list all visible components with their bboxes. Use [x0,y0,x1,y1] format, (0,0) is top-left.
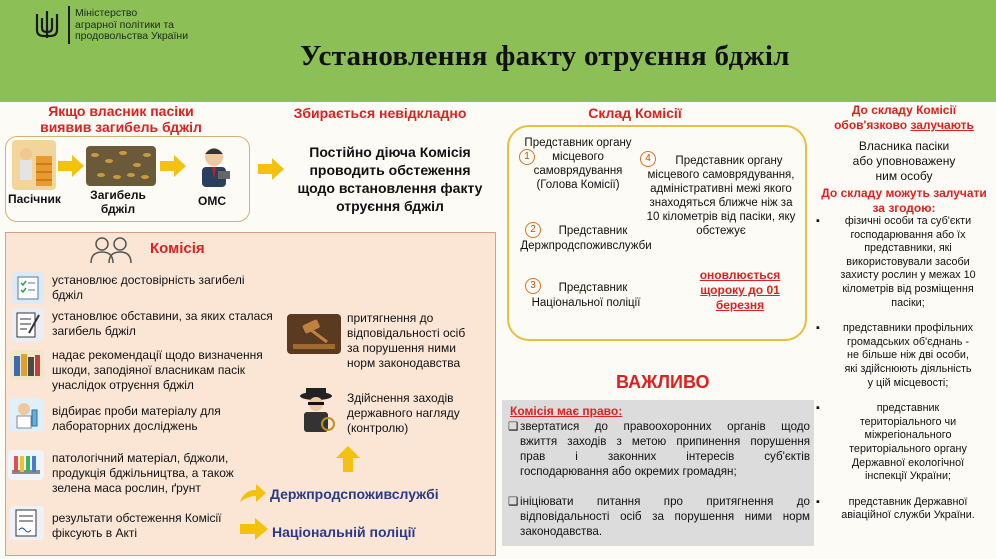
member-text-line: самоврядування [533,165,623,177]
optional-heading [815,186,993,216]
member-text-line: знаходяться ближче ніж за [649,197,793,209]
line: (контролю) [347,421,409,435]
right-item-2 [508,494,810,539]
line: вжиття заходів з метою припинення порушення [520,435,810,448]
line: громадських об'єднань - [846,335,970,348]
member-1 [518,136,638,192]
test-tubes-icon [8,450,44,480]
line: фіксують в Акті [52,526,138,540]
function-item-4 [52,404,221,434]
line: відповідальності осіб [347,326,466,340]
arrow-right-icon [240,482,266,504]
line: представник [876,402,940,415]
line: авіаційної служби України. [841,509,975,522]
step-label-beekeeper: Пасічник [8,192,61,206]
trident-logo-icon [30,8,64,42]
ministry-line: аграрної політики та [75,18,174,31]
line: Здійснення заходів [347,391,454,405]
line: господарювання або окремих громадян; [520,465,737,478]
arrow-right-icon [258,158,284,180]
member-text-line: місцевого самоврядування, [647,169,795,181]
line: фізичні особи та суб'єкти [844,215,972,227]
member-4 [636,154,806,238]
member-text-line: Представник органу [675,155,783,167]
people-icon [88,236,134,264]
member-text-line: 10 кілометрів від пасіки, яку [646,211,796,223]
line: за порушення ними [347,341,456,355]
update-note-line: березня [715,298,765,312]
checkbox-bullet: ❑ [508,495,519,508]
optional-item-text [828,402,988,484]
line [508,419,810,434]
update-note-line: щороку до 01 [700,283,780,297]
mandatory-text [815,139,993,184]
line: загибель бджіл [52,324,136,338]
step-label-line: бджіл [100,202,136,216]
member-number-badge: 4 [640,151,656,167]
line: установлює обставини, за яких сталася [52,309,273,323]
line: відбирає проби матеріалу для [52,404,221,418]
arrow-right-icon [240,518,268,540]
line: які здійснюють діяльність [844,362,972,375]
optional-list [812,215,994,523]
line: інспекції України; [864,470,952,483]
signed-document-icon [10,506,44,540]
ministry-name [75,8,215,43]
col2-text-line: щодо встановлення факту [297,180,483,196]
update-note-line: оновлюється [699,268,781,282]
line: представники, які [864,242,952,255]
member-2 [512,224,660,254]
member-number-badge: 1 [519,149,535,165]
supervision-text [347,391,460,436]
line-text: ініціювати питання про притягнення до [520,495,810,508]
line: у цій місцевості; [867,376,949,389]
checklist-icon [12,272,44,304]
col1-heading [36,103,206,135]
right-item-1 [508,419,810,479]
line: бджіл [52,288,84,302]
arrow-right-icon [160,155,186,177]
line: результати обстеження Комісії [52,511,222,525]
function-item-6 [52,511,222,541]
member-number-badge: 3 [525,278,541,294]
bullet: ▪ [816,215,820,227]
line: Державної екологічної [851,456,965,469]
col1-heading-line: Якщо власник пасіки [48,103,194,119]
member-text-line: Представник [558,282,628,294]
mandatory-text-line: ним особу [875,169,933,183]
step-label-death [88,188,148,216]
function-item-3 [52,348,263,393]
optional-item-text [828,215,988,310]
official-icon [192,143,236,189]
line: не більше ніж дві особи, [847,349,969,362]
member-number-badge: 2 [525,222,541,238]
line: господарювання або їх [850,228,966,241]
col2-heading: Збирається невідкладно [293,105,467,121]
line: кілометрів від розміщення [842,282,974,295]
member-text-line: Представник [558,225,628,237]
line: унаслідок отруєння бджіл [52,378,194,392]
line: законодавства. [520,525,603,538]
member-text-line: Представник органу [524,137,632,149]
function-item-5 [52,451,234,496]
bullet: ▪ [816,495,820,508]
mandatory-text-line: Власника пасіки [858,139,950,153]
rights-heading: Комісія має право: [510,404,623,418]
col2-text-line: Постійно діюча Комісія [309,144,471,160]
member-text-line: місцевого [552,151,604,163]
optional-item-text [828,322,988,390]
line: установлює достовірність загибелі [52,273,245,287]
col2-text-line: проводить обстеження [309,162,471,178]
mandatory-heading-line: До складу Комісії [851,103,957,117]
arrow-right-icon [58,155,84,177]
header-divider [68,6,70,44]
line: представники профільних [842,322,974,335]
mandatory-text-line: або уповноважену [852,154,956,168]
optional-item-text [828,496,988,523]
beekeeper-icon [12,140,56,190]
destination-foodsafety: Держпродспоживслужбі [270,486,439,502]
ministry-line: продовольства України [75,30,189,42]
ministry-line: Міністерство [75,7,138,19]
line: міжрегіонального [864,429,952,442]
function-item-2 [52,309,273,339]
mandatory-heading-part: обов'язково [834,118,911,132]
line: продукція бджільництва, а також [52,466,234,480]
col1-heading-line: виявив загибель бджіл [40,119,202,135]
member-text-line: обстежує [696,225,746,237]
page-title: Установлення факту отруєння бджіл [300,40,790,72]
commission-heading: Склад Комісії [588,105,682,121]
update-note [690,268,790,313]
line: лабораторних досліджень [52,419,198,433]
responsibility-text [347,311,465,371]
line: зелена маса рослин, ґрунт [52,481,201,495]
inspector-icon [294,386,338,434]
mandatory-heading-part: залучають [910,118,974,132]
line: представник Державної [848,495,968,508]
member-text-line: (Голова Комісії) [536,179,620,191]
function-item-1 [52,273,245,303]
commission-functions-heading: Комісія [150,240,205,257]
line: норм законодавства [347,356,461,370]
line: відповідальності осіб за порушення ними норм [520,510,810,523]
destination-police: Національній поліції [272,524,416,540]
member-3 [512,281,660,311]
gavel-icon [287,314,341,354]
important-heading: ВАЖЛИВО [616,372,710,392]
checkbox-bullet: ❑ [508,420,519,433]
dead-bees-icon [86,146,156,186]
member-text-line: Держпродспоживслужби [520,240,652,252]
line: територіального чи [859,415,957,428]
step-label-line: Загибель [90,188,146,202]
line: патологічний матеріал, бджоли, [52,451,229,465]
line: надає рекомендації щодо визначення [52,348,263,362]
line [508,494,810,509]
line: пасіки; [891,296,925,309]
col2-text-line: отруєння бджіл [336,198,444,214]
optional-heading-line: До складу можуть залучати [821,186,987,200]
bullet: ▪ [816,322,820,335]
optional-item [812,215,994,310]
optional-item [812,322,994,390]
optional-item [812,402,994,484]
member-text-line: Національної поліції [531,297,641,309]
step-label-oms: ОМС [198,194,226,208]
line: захисту рослин у межах 10 [840,269,976,282]
line: державного нагляду [347,406,460,420]
member-text-line: адміністративні межі якого [650,183,792,195]
document-pen-icon [12,308,44,342]
arrow-up-icon [336,446,360,472]
line: притягнення до [347,311,434,325]
line: територіального органу [849,442,967,455]
optional-heading-line: за згодою: [872,201,936,215]
books-icon [10,350,44,380]
line: використовували засоби [846,255,970,268]
bullet: ▪ [816,402,820,415]
line: шкоди, заподіяної власникам пасік [52,363,245,377]
mandatory-heading [815,103,993,133]
col2-text [285,143,495,215]
lab-scientist-icon [10,398,44,432]
line-text: звертатися до правоохоронних органів щодо [520,420,810,433]
optional-item [812,496,994,523]
line: прав і законних інтересів суб'єктів [520,450,810,463]
